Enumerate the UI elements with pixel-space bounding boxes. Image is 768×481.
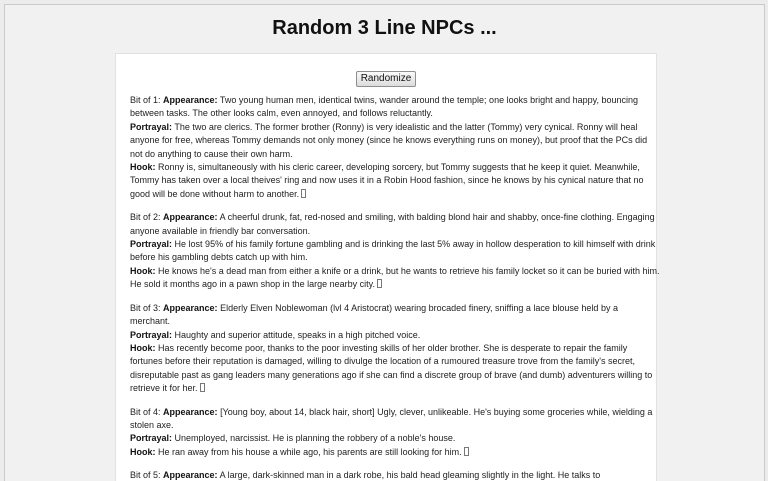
appearance-label: Appearance:	[163, 95, 218, 105]
portrayal-label: Portrayal:	[130, 433, 173, 444]
appearance-label: Appearance:	[163, 302, 218, 313]
missing-glyph-icon	[200, 383, 205, 392]
npc-prefix: Bit of 2:	[130, 212, 161, 223]
npc-entry	[130, 94, 660, 201]
missing-glyph-icon	[464, 447, 469, 456]
portrayal-label: Portrayal:	[130, 239, 173, 250]
hook-line	[130, 342, 660, 396]
npc-prefix: Bit of 3:	[130, 302, 161, 313]
appearance-label: Appearance:	[163, 406, 218, 417]
page-frame	[4, 4, 765, 481]
appearance-line	[130, 94, 660, 121]
appearance-text: [Young boy, about 14, black hair, short] Ugly, clever, unlikeable. He's buying some groceries while, wielding a stolen axe.	[130, 406, 653, 430]
npc-prefix: Bit of 4:	[130, 406, 161, 417]
appearance-line	[130, 406, 660, 433]
portrayal-line	[130, 432, 660, 445]
appearance-text: Elderly Elven Noblewoman (lvl 4 Aristocrat) wearing brocaded finery, sniffing a lace blouse held by a merchant.	[130, 302, 618, 327]
npc-entry	[130, 302, 660, 396]
npc-list	[130, 94, 660, 481]
hook-label: Hook:	[130, 265, 156, 276]
hook-label: Hook:	[130, 342, 156, 353]
controls-row	[116, 68, 656, 84]
portrayal-text: Haughty and superior attitude, speaks in a high pitched voice.	[174, 329, 421, 340]
npc-entry	[130, 211, 660, 291]
portrayal-line	[130, 121, 660, 161]
hook-line	[130, 265, 660, 292]
portrayal-line	[130, 329, 660, 342]
hook-label: Hook:	[130, 446, 156, 457]
hook-text: He knows he's a dead man from either a knife or a drink, but he wants to retrieve his family locket so it can be buried with him. He sold it months ago in a pawn shop in the large nearby city.	[130, 265, 660, 290]
missing-glyph-icon	[377, 279, 382, 288]
hook-text: Has recently become poor, thanks to the poor investing skills of her older brother. She is desperate to repair the family fortunes before their reputation is damaged, willing to divulge the location of a rumoured treasure trove from the family's secret, disreputable past as gang leaders many generations ago if she can find a discrete group of brave (and dumb) adventurers willing to retrieve it for her.	[130, 342, 653, 394]
appearance-text: A cheerful drunk, fat, red-nosed and smiling, with balding blond hair and shabby, once-fine clothing. Engaging anyone available in friendly bar conversation.	[130, 212, 655, 236]
appearance-line	[130, 211, 660, 238]
hook-label: Hook:	[130, 162, 156, 173]
randomize-button[interactable]: Randomize	[356, 71, 417, 87]
page-title: Random 3 Line NPCs ...	[272, 17, 497, 39]
hook-line	[130, 161, 660, 201]
npc-prefix: Bit of 5:	[130, 470, 161, 481]
npc-entry	[130, 469, 660, 481]
missing-glyph-icon	[301, 189, 306, 198]
portrayal-text: The two are clerics. The former brother (Ronny) is very idealistic and the latter (Tommy) very cynical. Ronny will heal anyone for free, whereas Tommy demands not only money (since he knows everything runs on money), but proof that the PCs did not do anything to cause their own harm.	[130, 121, 648, 159]
npc-prefix: Bit of 1:	[130, 95, 161, 105]
portrayal-label: Portrayal:	[130, 329, 173, 340]
portrayal-line	[130, 238, 660, 265]
portrayal-text: He lost 95% of his family fortune gambling and is drinking the last 5% away in hollow desperation to kill himself with drink before his gambling debts catch up with him.	[130, 239, 656, 263]
appearance-text: A large, dark-skinned man in a dark robe, his bald head gleaming slightly in the light. He talks to	[219, 470, 601, 481]
appearance-line	[130, 302, 660, 329]
appearance-label: Appearance:	[163, 470, 218, 481]
hook-text: Ronny is, simultaneously with his cleric career, developing sorcery, but Tommy suggests that he keep it quiet. Meanwhile, Tommy has taken over a local theives' ring and now uses it in a Robin Hood fashion, since he knows by his cynical nature that no good will be done without harm to another.	[130, 162, 644, 199]
npc-entry	[130, 406, 660, 460]
hook-line	[130, 446, 660, 459]
portrayal-label: Portrayal:	[130, 121, 173, 132]
hook-text: He ran away from his house a while ago, his parents are still looking for him.	[158, 446, 462, 457]
appearance-text: Two young human men, identical twins, wander around the temple; one looks bright and happy, bouncing between tasks. The other looks calm, even annoyed, and follows reluctantly.	[130, 95, 639, 119]
appearance-line	[130, 469, 660, 481]
portrayal-text: Unemployed, narcissist. He is planning the robbery of a noble's house.	[174, 433, 456, 444]
content-card	[115, 53, 660, 481]
appearance-label: Appearance:	[163, 212, 218, 223]
